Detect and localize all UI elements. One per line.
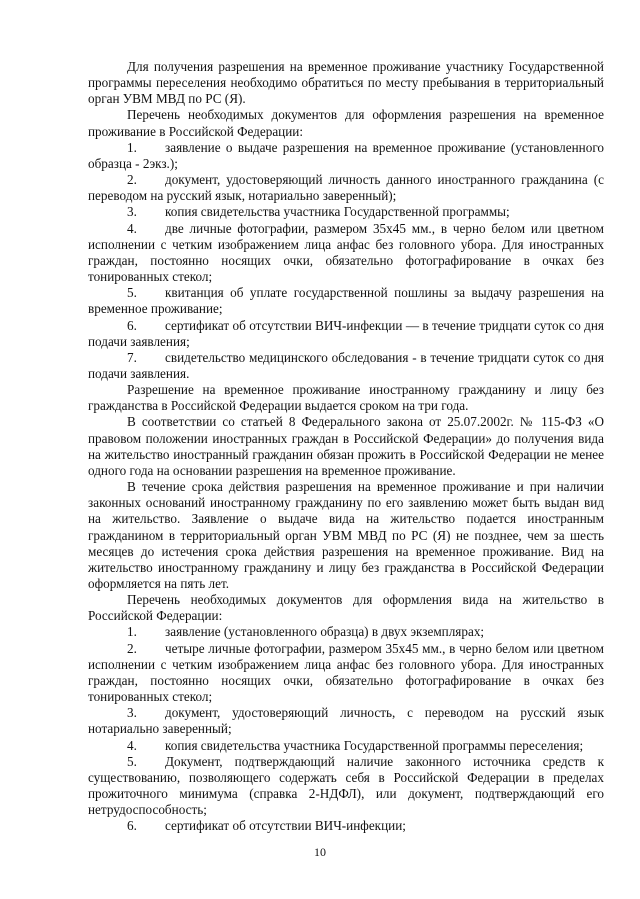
list-item [88, 624, 604, 640]
document-body [88, 59, 604, 835]
list-item [88, 350, 604, 382]
list-item-text: свидетельство медицинского обследования - в течение тридцати суток со дня подачи заявления. [88, 349, 604, 381]
list-item-text: квитанция об уплате государственной пошлины за выдачу разрешения на временное проживание; [88, 285, 604, 317]
list-item-number: 2. [127, 640, 137, 656]
list-item-text: документ, удостоверяющий личность данного иностранного гражданина (с переводом на русский язык, нотариально заверенный); [88, 172, 604, 204]
list-item-text: четыре личные фотографии, размером 35x45 мм., в черно белом или цветном исполнении с четким изображением лица анфас без головного убора. Для иностранных граждан, постоянно носящих очки, обязательно фотографирование в очках без тонированных стекол; [88, 640, 604, 705]
list-item [88, 754, 604, 819]
list-item-text: документ, удостоверяющий личность, с переводом на русский язык нотариально заверенный; [88, 705, 604, 737]
list-item [88, 818, 604, 834]
list-item-text: сертификат об отсутствии ВИЧ-инфекции; [165, 818, 406, 834]
list-item-number: 4. [127, 220, 137, 236]
page-number: 10 [314, 845, 326, 859]
list-item [88, 318, 604, 350]
list-item-number: 1. [127, 139, 137, 155]
list-item [88, 705, 604, 737]
list-item [88, 172, 604, 204]
paragraph: Разрешение на временное проживание иностранному гражданину и лицу без гражданства в Российской Федерации выдается сроком на три года. [88, 382, 604, 414]
list-item [88, 641, 604, 706]
list-item-text: копия свидетельства участника Государственной программы; [165, 204, 510, 220]
list-item-text: копия свидетельства участника Государственной программы переселения; [165, 737, 584, 753]
paragraph: Перечень необходимых документов для оформления вида на жительство в Российской Федерации: [88, 592, 604, 624]
list-item-number: 3. [127, 204, 137, 220]
list-item-number: 7. [127, 349, 137, 365]
list-item [88, 140, 604, 172]
paragraph: Для получения разрешения на временное проживание участнику Государственной программы переселения необходимо обратиться по месту пребывания в территориальный орган УВМ МВД по РС (Я). [88, 59, 604, 107]
list-item-number: 6. [127, 317, 137, 333]
paragraph: В соответствии со статьей 8 Федерального закона от 25.07.2002г. № 115-ФЗ «О правовом положении иностранных граждан в Российской Федерации» до получения вида на жительство иностранный гражданин обязан прожить в Российской Федерации не менее одного года на основании разрешения на временное проживание. [88, 414, 604, 478]
list-item-text: две личные фотографии, размером 35x45 мм., в черно белом или цветном исполнении с четким изображением лица анфас без головного убора. Для иностранных граждан, постоянно носящих очки, обязательно фотографирование в очках без тонированных стекол; [88, 220, 604, 285]
list-item-text: заявление (установленного образца) в двух экземплярах; [165, 624, 485, 640]
list-item-number: 4. [127, 737, 137, 753]
list-item [88, 221, 604, 286]
list-item-number: 3. [127, 705, 137, 721]
list-item-text: сертификат об отсутствии ВИЧ-инфекции — в течение тридцати суток со дня подачи заявления; [88, 317, 604, 349]
list-item [88, 204, 604, 220]
paragraph: В течение срока действия разрешения на временное проживание и при наличии законных оснований иностранному гражданину по его заявлению может быть выдан вид на жительство. Заявление о выдаче вида на жительство подается иностранным гражданином в территориальный орган УВМ МВД по РС (Я) не позднее, чем за шесть месяцев до истечения срока действия разрешения на временное проживание. Вид на жительство иностранному гражданину и лицу без гражданства в Российской Федерации оформляется на пять лет. [88, 479, 604, 591]
list-item-text: заявление о выдаче разрешения на временное проживание (установленного образца - 2экз.); [88, 139, 604, 171]
list-item-number: 5. [127, 753, 137, 769]
list-item [88, 738, 604, 754]
list-item-text: Документ, подтверждающий наличие законного источника средств к существованию, позволяющего содержать себя в Российской Федерации в пределах прожиточного минимума (справка 2-НДФЛ), или документ, подтверждающий его нетрудоспособность; [88, 753, 604, 818]
list-item-number: 2. [127, 172, 137, 188]
paragraph: Перечень необходимых документов для оформления разрешения на временное проживание в Российской Федерации: [88, 107, 604, 139]
list-item-number: 5. [127, 285, 137, 301]
list-item-number: 6. [127, 818, 137, 834]
list-item-number: 1. [127, 624, 137, 640]
list-item [88, 285, 604, 317]
